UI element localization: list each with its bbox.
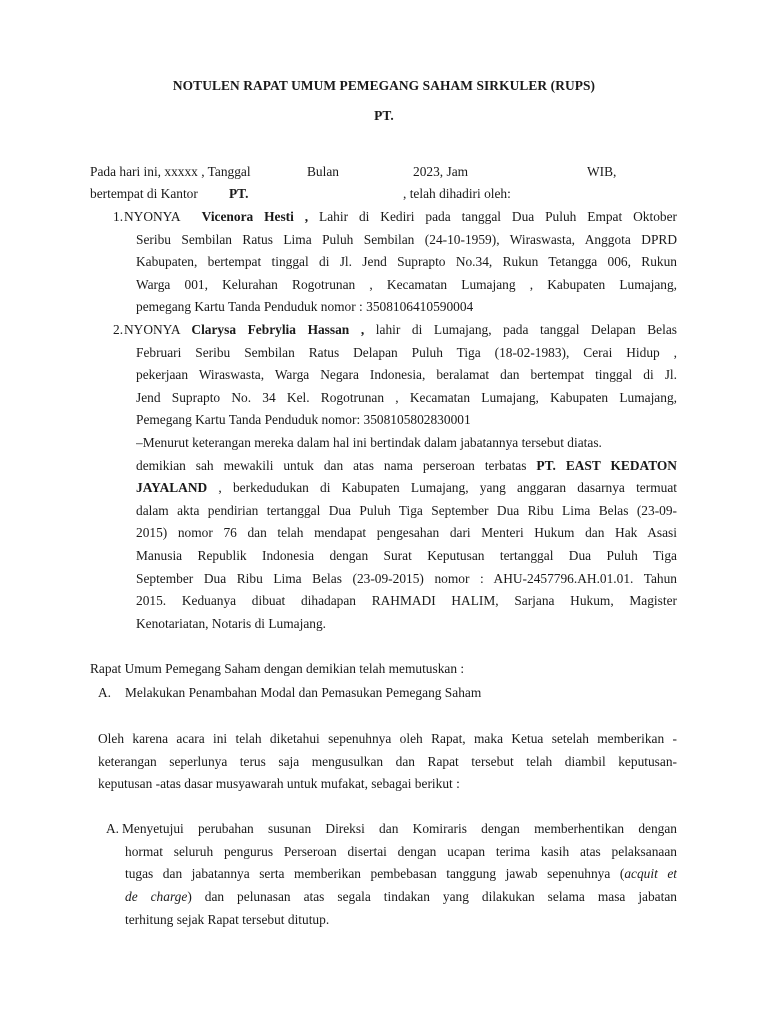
attendee-1-line-4: Warga 001, Kelurahan Rogotrunan , Kecamatan Lumajang , Kabupaten Lumajang, [136, 277, 677, 292]
attendee-1-name: Vicenora Hesti , [201, 209, 309, 224]
resolution-line-3: tugas dan jabatannya serta memberikan pembebasan tanggung jawab sepenuhnya (acquit et [125, 866, 677, 881]
resolution-letter: A. [106, 821, 120, 836]
representation-line-2: demikian sah mewakili untuk dan atas nama perseroan terbatas PT. EAST KEDATON [136, 458, 677, 473]
document-title: NOTULEN RAPAT UMUM PEMEGANG SAHAM SIRKULER (RUPS) [172, 78, 596, 93]
attendee-2-name: Clarysa Febrylia Hassan , [191, 322, 365, 337]
resolution-line-2: hormat seluruh pengurus Perseroan disertai dengan ucapan terima kasih atas pelaksanaan [125, 844, 677, 859]
opening-location-company: PT. [229, 186, 249, 201]
representation-company: PT. EAST KEDATON [536, 458, 677, 473]
representation-line-5: 2015) nomor 76 dan telah mendapat pengesahan dari Menteri Hukum dan Hak Asasi [136, 525, 677, 540]
attendee-2-line-4: Jend Suprapto No. 34 Kel. Rogotrunan , Kecamatan Lumajang, Kabupaten Lumajang, [136, 390, 677, 405]
representation-line-4: dalam akta pendirian tertanggal Dua Puluh Tiga September Dua Ribu Lima Belas (23-09- [136, 503, 677, 518]
agenda-line-1: Oleh karena acara ini telah diketahui sepenuhnya oleh Rapat, maka Ketua setelah memberikan - [98, 731, 677, 746]
attendee-1-line-1: NYONYA Vicenora Hesti , Lahir di Kediri pada tanggal Dua Puluh Empat Oktober [124, 209, 677, 224]
agenda-line-2: keterangan seperlunya terus saja mengusulkan dan Rapat tersebut telah diambil keputusan- [98, 754, 677, 769]
representation-line-7: September Dua Ribu Lima Belas (23-09-2015) nomor : AHU-2457796.AH.01.01. Tahun [136, 571, 677, 586]
attendee-2-line-1: NYONYA Clarysa Febrylia Hassan , lahir di Lumajang, pada tanggal Delapan Belas [124, 322, 677, 337]
representation-line-6: Manusia Republik Indonesia dengan Surat Keputusan tertanggal Dua Puluh Tiga [136, 548, 677, 563]
opening-year-time: 2023, Jam [413, 164, 469, 179]
attendee-2-line-5: Pemegang Kartu Tanda Penduduk nomor: 3508105802830001 [136, 412, 471, 427]
attendee-1-line-3: Kabupaten, bertempat tinggal di Jl. Jend Suprapto No.34, Rukun Tetangga 006, Rukun [136, 254, 677, 269]
attendee-1-number: 1. [113, 209, 124, 224]
resolution-line-1: Menyetujui perubahan susunan Direksi dan Komiraris dengan memberhentikan dengan [122, 821, 677, 836]
attendee-2-number: 2. [113, 322, 124, 337]
agenda-line-3: keputusan -atas dasar musyawarah untuk mufakat, sebagai berikut : [98, 776, 460, 791]
attendee-2-line-3: pekerjaan Wiraswasta, Warga Negara Indonesia, beralamat dan bertempat tinggal di Jl. [136, 367, 677, 382]
opening-day-date: Pada hari ini, xxxxx , Tanggal [90, 164, 251, 179]
representation-line-1: –Menurut keterangan mereka dalam hal ini bertindak dalam jabatannya tersebut diatas. [136, 435, 602, 450]
representation-line-9: Kenotariatan, Notaris di Lumajang. [136, 616, 327, 631]
opening-month: Bulan [307, 164, 339, 179]
representation-line-8: 2015. Keduanya dibuat dihadapan RAHMADI HALIM, Sarjana Hukum, Magister [136, 593, 677, 608]
resolution-line-4: de charge) dan pelunasan atas segala tindakan yang dilakukan selama masa jabatan [125, 889, 677, 904]
representation-line-3: JAYALAND , berkedudukan di Kabupaten Lumajang, yang anggaran dasarnya termuat [136, 480, 677, 495]
opening-attended: , telah dihadiri oleh: [403, 186, 511, 201]
attendee-1-line-2: Seribu Sembilan Ratus Lima Puluh Sembilan (24-10-1959), Wiraswasta, Anggota DPRD [136, 232, 677, 247]
decision-item-letter: A. [98, 685, 112, 700]
opening-timezone: WIB, [587, 164, 617, 179]
decision-item-text: Melakukan Penambahan Modal dan Pemasukan Pemegang Saham [125, 685, 482, 700]
company-name: PT. [374, 108, 394, 123]
representation-company-cont: JAYALAND [136, 480, 208, 495]
resolution-line-5: terhitung sejak Rapat tersebut ditutup. [125, 912, 330, 927]
opening-location: bertempat di Kantor [90, 186, 198, 201]
decision-intro: Rapat Umum Pemegang Saham dengan demikian telah memutuskan : [90, 661, 465, 676]
attendee-2-line-2: Februari Seribu Sembilan Ratus Delapan Puluh Tiga (18-02-1983), Cerai Hidup , [136, 345, 677, 360]
attendee-1-line-5: pemegang Kartu Tanda Penduduk nomor : 3508106410590004 [136, 299, 474, 314]
